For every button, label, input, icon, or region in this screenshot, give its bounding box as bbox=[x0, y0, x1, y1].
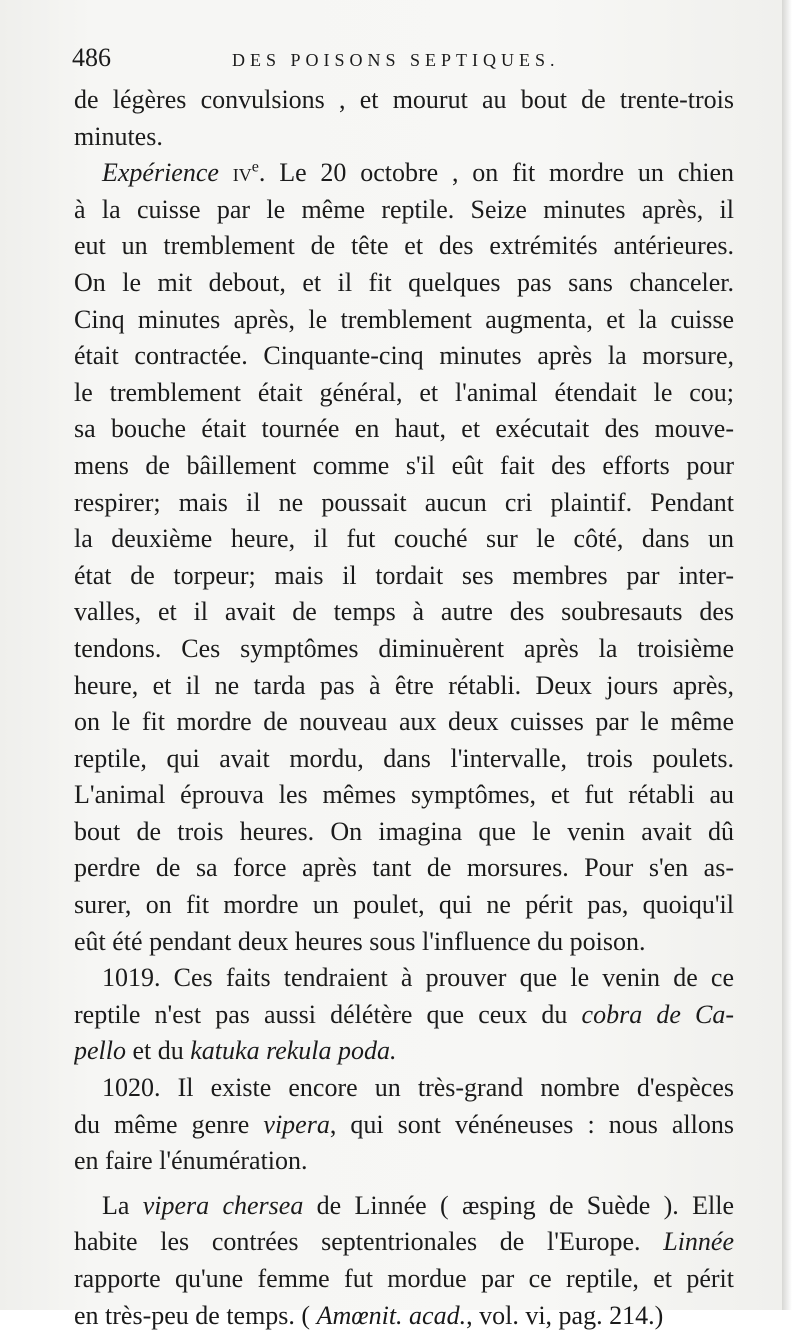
italic-term: pello bbox=[74, 1036, 126, 1066]
text-segment: de Linnée ( æsping de Suède ). Elle bbox=[303, 1190, 734, 1220]
text-segment: , qui sont vénéneuses : nous allons bbox=[329, 1109, 734, 1139]
running-title: DES POISONS SEPTIQUES. bbox=[232, 50, 560, 70]
experience-superscript: e bbox=[251, 158, 259, 176]
paragraph-1019-line-3 bbox=[74, 1033, 734, 1070]
text-line: bout de trois heures. On imagina que le venin avait dû bbox=[74, 816, 734, 846]
paragraph-gap bbox=[74, 1180, 734, 1188]
text-line: respirer; mais il ne poussait aucun cri plaintif. Pendant bbox=[74, 487, 734, 517]
paragraph-1020-line-3: en faire l'énumération. bbox=[74, 1146, 308, 1176]
paragraph-1019-line-2 bbox=[74, 997, 734, 1034]
italic-term: cobra de Ca- bbox=[581, 999, 734, 1029]
paragraph-1019-line-1: 1019. Ces faits tendraient à prouver que le venin de ce bbox=[102, 963, 734, 993]
text-segment: , vol. vi, pag. 214.) bbox=[466, 1300, 664, 1330]
body-text bbox=[74, 82, 734, 1334]
text-segment: . Le 20 octobre , on fit mordre un chien bbox=[258, 158, 734, 188]
paragraph-1020-line-2 bbox=[74, 1107, 734, 1144]
text-segment: et du bbox=[126, 1036, 191, 1066]
text-line: valles, et il avait de temps à autre des soubresauts des bbox=[74, 597, 734, 627]
text-line: on le fit mordre de nouveau aux deux cuisses par le même bbox=[74, 707, 734, 737]
page-number: 486 bbox=[72, 43, 111, 72]
paragraph-vipera-line-1 bbox=[74, 1188, 734, 1225]
text-segment: en très-peu de temps. ( bbox=[74, 1300, 317, 1330]
text-line: de légères convulsions , et mourut au bout de trente-trois bbox=[74, 85, 734, 114]
italic-term: vipera chersea bbox=[142, 1190, 304, 1220]
text-line: minutes. bbox=[74, 121, 163, 151]
text-segment: habite les contrées septentrionales de l'Europe. bbox=[74, 1227, 664, 1257]
paragraph-1020-line-1: 1020. Il existe encore un très-grand nombre d'espèces bbox=[102, 1073, 734, 1103]
text-line: le tremblement était général, et l'animal étendait le cou; bbox=[74, 377, 734, 407]
text-segment: du même genre bbox=[74, 1109, 264, 1139]
text-line: tendons. Ces symptômes diminuèrent après la troisième bbox=[74, 633, 734, 663]
text-line: surer, on fit mordre un poulet, qui ne périt pas, quoiqu'il bbox=[74, 890, 734, 920]
text-line: reptile, qui avait mordu, dans l'intervalle, trois poulets. bbox=[74, 743, 734, 773]
text-line: L'animal éprouva les mêmes symptômes, et fut rétabli au bbox=[74, 780, 734, 810]
italic-term: Linnée bbox=[663, 1227, 734, 1257]
text-line: mens de bâillement comme s'il eût fait des efforts pour bbox=[74, 450, 734, 480]
text-line: à la cuisse par le même reptile. Seize minutes après, il bbox=[74, 194, 734, 224]
experience-label: Expérience bbox=[102, 158, 219, 188]
paragraph-vipera-line-3: rapporte qu'une femme fut mordue par ce reptile, et périt bbox=[74, 1264, 734, 1293]
italic-term: vipera bbox=[263, 1109, 330, 1139]
text-line: était contractée. Cinquante-cinq minutes après la morsure, bbox=[74, 341, 734, 371]
italic-term: katuka rekula poda. bbox=[190, 1036, 397, 1066]
text-line: perdre de sa force après tant de morsures. Pour s'en as- bbox=[74, 853, 734, 883]
italic-citation: Amœnit. acad. bbox=[316, 1300, 467, 1330]
text-line: On le mit debout, et il fit quelques pas sans chanceler. bbox=[74, 267, 734, 297]
experience-number: iv bbox=[232, 158, 252, 188]
text-segment: La bbox=[102, 1190, 143, 1220]
text-segment: reptile n'est pas aussi délétère que ceux du bbox=[74, 999, 582, 1029]
text-line: état de torpeur; mais il tordait ses membres par inter- bbox=[74, 560, 734, 590]
paragraph-vipera-line-4 bbox=[74, 1298, 734, 1334]
text-line: Cinq minutes après, le tremblement augmenta, et la cuisse bbox=[74, 304, 734, 334]
paragraph-vipera-line-2 bbox=[74, 1224, 734, 1261]
text-line: heure, et il ne tarda pas à être rétabli. Deux jours après, bbox=[74, 670, 734, 700]
page-edge bbox=[782, 0, 800, 1310]
page-header bbox=[72, 36, 732, 76]
text-line: sa bouche était tournée en haut, et exécutait des mouve- bbox=[74, 414, 734, 444]
text-line: la deuxième heure, il fut couché sur le côté, dans un bbox=[74, 524, 734, 554]
text-line: eut un tremblement de tête et des extrémités antérieures. bbox=[74, 231, 734, 261]
experience-heading-line bbox=[74, 155, 734, 192]
text-line: eût été pendant deux heures sous l'influence du poison. bbox=[74, 926, 646, 956]
